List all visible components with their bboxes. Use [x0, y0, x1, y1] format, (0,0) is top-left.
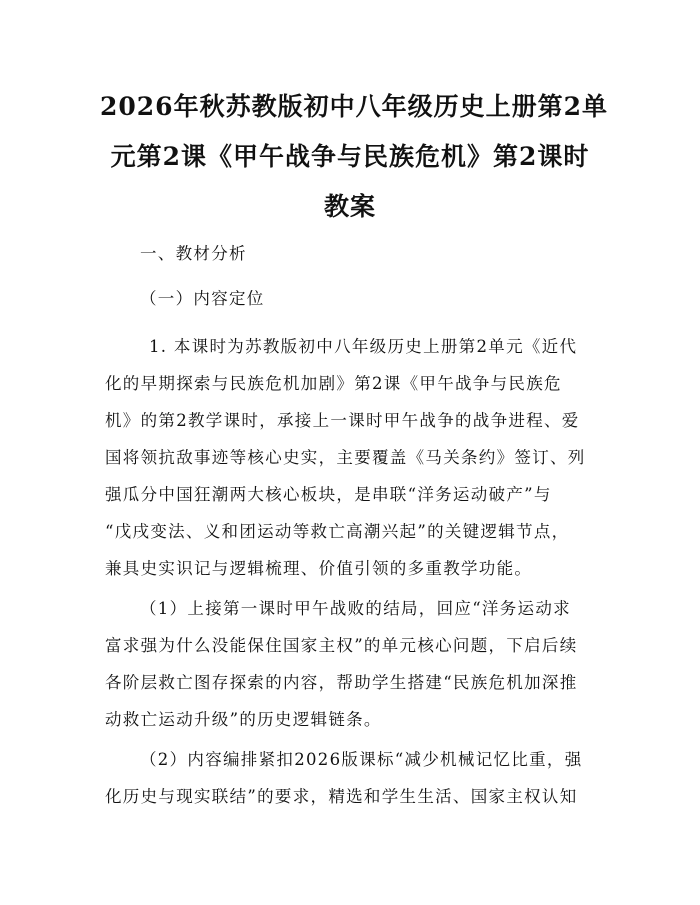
document-title	[100, 82, 608, 232]
paragraph-2	[105, 590, 605, 738]
heading-content-position: （一）内容定位	[140, 289, 265, 308]
title-line: 元第2课《甲午战争与民族危机》第2课时	[110, 142, 590, 171]
title-line: 2026年秋苏教版初中八年级历史上册第2单	[100, 92, 608, 121]
subsection-heading	[105, 280, 605, 317]
paragraph-line: 富求强为什么没能保住国家主权”的单元核心问题，下启后续	[105, 636, 578, 655]
paragraph-line: 兼具史实识记与逻辑梳理、价值引领的多重教学功能。	[105, 559, 533, 578]
paragraph-line: 动救亡运动升级”的历史逻辑链条。	[105, 710, 382, 729]
paragraph-line: （2）内容编排紧扣2026版课标“减少机械记忆比重，强	[140, 750, 583, 769]
heading-teaching-analysis: 一、教材分析	[140, 244, 247, 263]
paragraph-1	[105, 328, 605, 587]
paragraph-line: 1. 本课时为苏教版初中八年级历史上册第2单元《近代	[149, 337, 578, 356]
paragraph-line: 强瓜分中国狂潮两大核心板块，是串联“洋务运动破产”与	[105, 485, 552, 504]
paragraph-line: 化的早期探索与民族危机加剧》第2课《甲午战争与民族危	[105, 374, 562, 393]
paragraph-3	[105, 741, 605, 815]
title-line: 教案	[323, 192, 376, 221]
paragraph-line: 国将领抗敌事迹等核心史实，主要覆盖《马关条约》签订、列	[105, 448, 586, 467]
paragraph-line: （1）上接第一课时甲午战败的结局，回应“洋务运动求	[140, 599, 571, 618]
paragraph-line: 化历史与现实联结”的要求，精选和学生生活、国家主权认知	[105, 787, 578, 806]
paragraph-line: 机》的第2教学课时，承接上一课时甲午战争的战争进程、爱	[105, 411, 580, 430]
paragraph-line: 各阶层救亡图存探索的内容，帮助学生搭建“民族危机加深推	[105, 673, 578, 692]
paragraph-line: “戊戌变法、义和团运动等救亡高潮兴起”的关键逻辑节点，	[105, 522, 570, 541]
section-heading	[105, 235, 605, 272]
